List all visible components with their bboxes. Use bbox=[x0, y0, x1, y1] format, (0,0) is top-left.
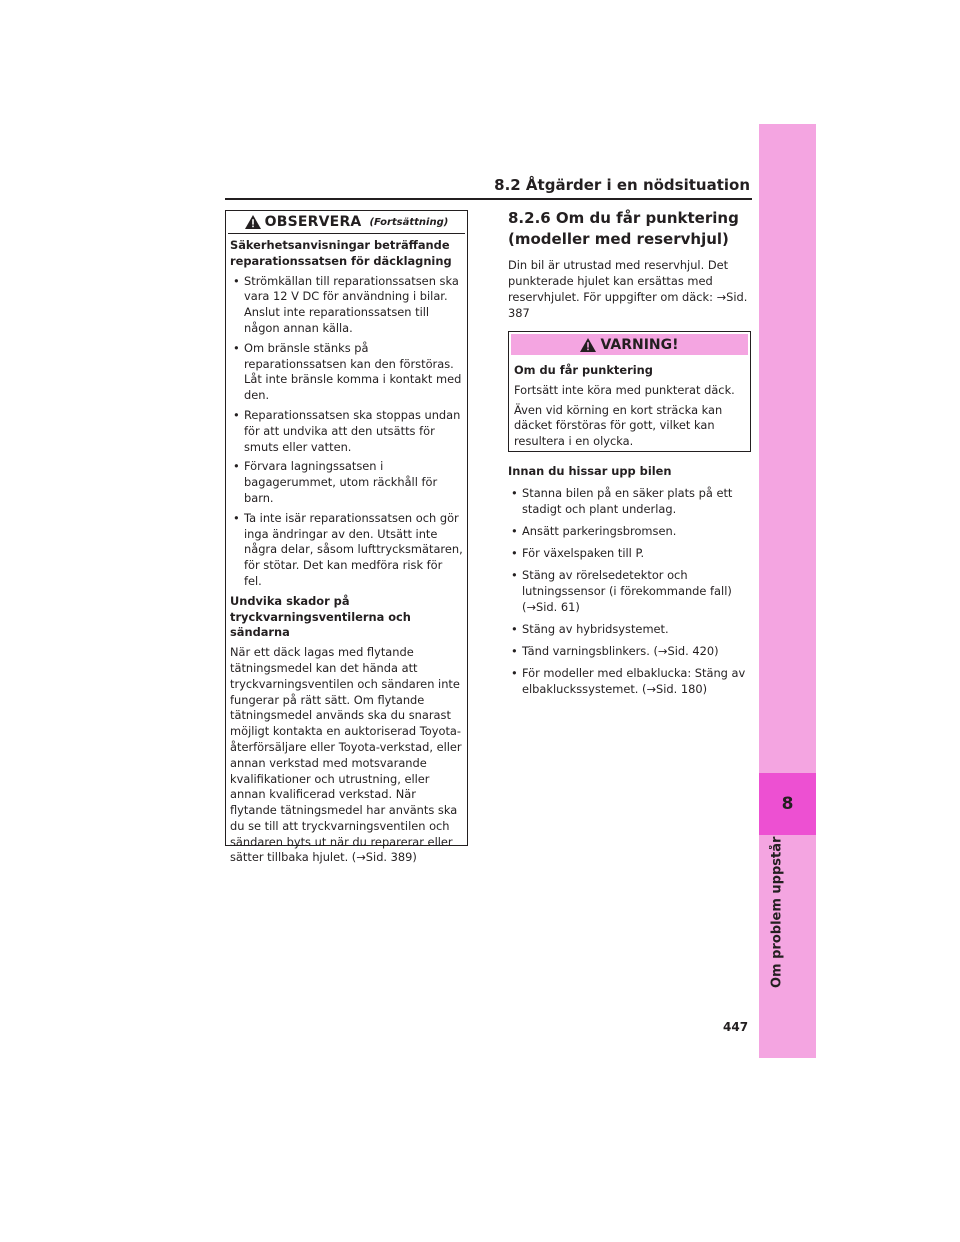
warning-paragraph: Fortsätt inte köra med punkterat däck. bbox=[514, 382, 735, 397]
list-item: • Stanna bilen på en säker plats på ett stadigt och plant underlag. bbox=[508, 485, 752, 517]
caution-box bbox=[225, 210, 468, 865]
chapter-label: Om problem uppstår bbox=[769, 836, 785, 988]
section-header-title: 8.2 Åtgärder i en nödsituation bbox=[494, 176, 750, 194]
warning-subhead: Om du får punktering bbox=[514, 363, 653, 377]
section-intro: Din bil är utrustad med reservhjul. Det punkterade hjulet kan ersättas med reservhjulet. För uppgifter om däck: →Sid. 387 bbox=[508, 258, 748, 320]
warning-box bbox=[508, 331, 751, 452]
list-item: • För modeller med elbaklucka: Stäng av elbakluckssystemet. (→Sid. 180) bbox=[508, 665, 752, 697]
list-item: • För växelspaken till P. bbox=[508, 545, 752, 561]
before-lift-list bbox=[508, 485, 752, 697]
list-item: • Reparationssatsen ska stoppas undan för att undvika att den utsätts för smuts eller vatten. bbox=[230, 408, 463, 455]
list-item: • Förvara lagningssatsen i bagagerummet, utom räckhåll för barn. bbox=[230, 459, 463, 506]
caution-heading: OBSERVERA bbox=[264, 214, 362, 230]
warning-triangle-icon bbox=[580, 338, 596, 352]
list-item: • Ansätt parkeringsbromsen. bbox=[508, 523, 752, 539]
caution-subhead: Säkerhetsanvisningar beträffande reparationssatsen för däcklagning bbox=[230, 238, 452, 268]
warning-paragraph: Även vid körning en kort sträcka kan däcket förstöras för gott, vilket kan resultera i en olycka. bbox=[514, 402, 723, 449]
before-lift-subhead: Innan du hissar upp bilen bbox=[508, 464, 672, 478]
list-item: • Ta inte isär reparationssatsen och gör inga ändringar av den. Utsätt inte några delar, såsom lufttrycksmätaren, för stötar. Det kan medföra risk för fel. bbox=[230, 511, 463, 590]
caution-continuation: (Fortsättning) bbox=[369, 216, 449, 228]
warning-heading: VARNING! bbox=[600, 336, 679, 353]
caution-header bbox=[228, 211, 465, 234]
list-item: • Om bränsle stänks på reparationssatsen kan den förstöras. Låt inte bränsle komma i kontakt med den. bbox=[230, 341, 463, 404]
before-lift-section bbox=[508, 463, 752, 697]
caution-paragraph: När ett däck lagas med flytande tätningsmedel kan det hända att tryckvarningsventilen och sändaren inte fungerar på rätt sätt. Om flytande tätningsmedel används ska du snarast möjligt kontakta en auktoriserad Toyota-återförsäljare eller Toyota-verkstad, eller annan verkstad med motsvarande kvalifikationer och utrustning, eller annan kvalificerad verkstad. När flytande tätningsmedel har använts ska du se till att tryckvarningsventilen och sändaren byts ut när du reparerar eller sätter tillbaka hjulet. (→Sid. 389) bbox=[230, 645, 462, 865]
list-item: • Stäng av rörelsedetektor och lutningssensor (i förekommande fall) (→Sid. 61) bbox=[508, 567, 752, 615]
caution-subhead: Undvika skador på tryckvarningsventilerna och sändarna bbox=[230, 593, 411, 640]
chapter-number: 8 bbox=[759, 773, 816, 835]
caution-body bbox=[226, 234, 467, 866]
list-item: • Stäng av hybridsystemet. bbox=[508, 621, 752, 637]
list-item: • Tänd varningsblinkers. (→Sid. 420) bbox=[508, 643, 752, 659]
warning-header bbox=[511, 334, 748, 355]
warning-triangle-icon bbox=[245, 215, 261, 229]
section-heading: 8.2.6 Om du får punktering (modeller med reservhjul) bbox=[508, 209, 739, 248]
header-rule bbox=[225, 198, 752, 200]
list-item: • Strömkällan till reparationssatsen ska vara 12 V DC för användning i bilar. Anslut inte reparationssatsen till någon annan källa. bbox=[230, 274, 463, 337]
warning-body bbox=[509, 357, 750, 450]
page-number: 447 bbox=[723, 1020, 749, 1034]
caution-bullet-list bbox=[230, 274, 463, 590]
